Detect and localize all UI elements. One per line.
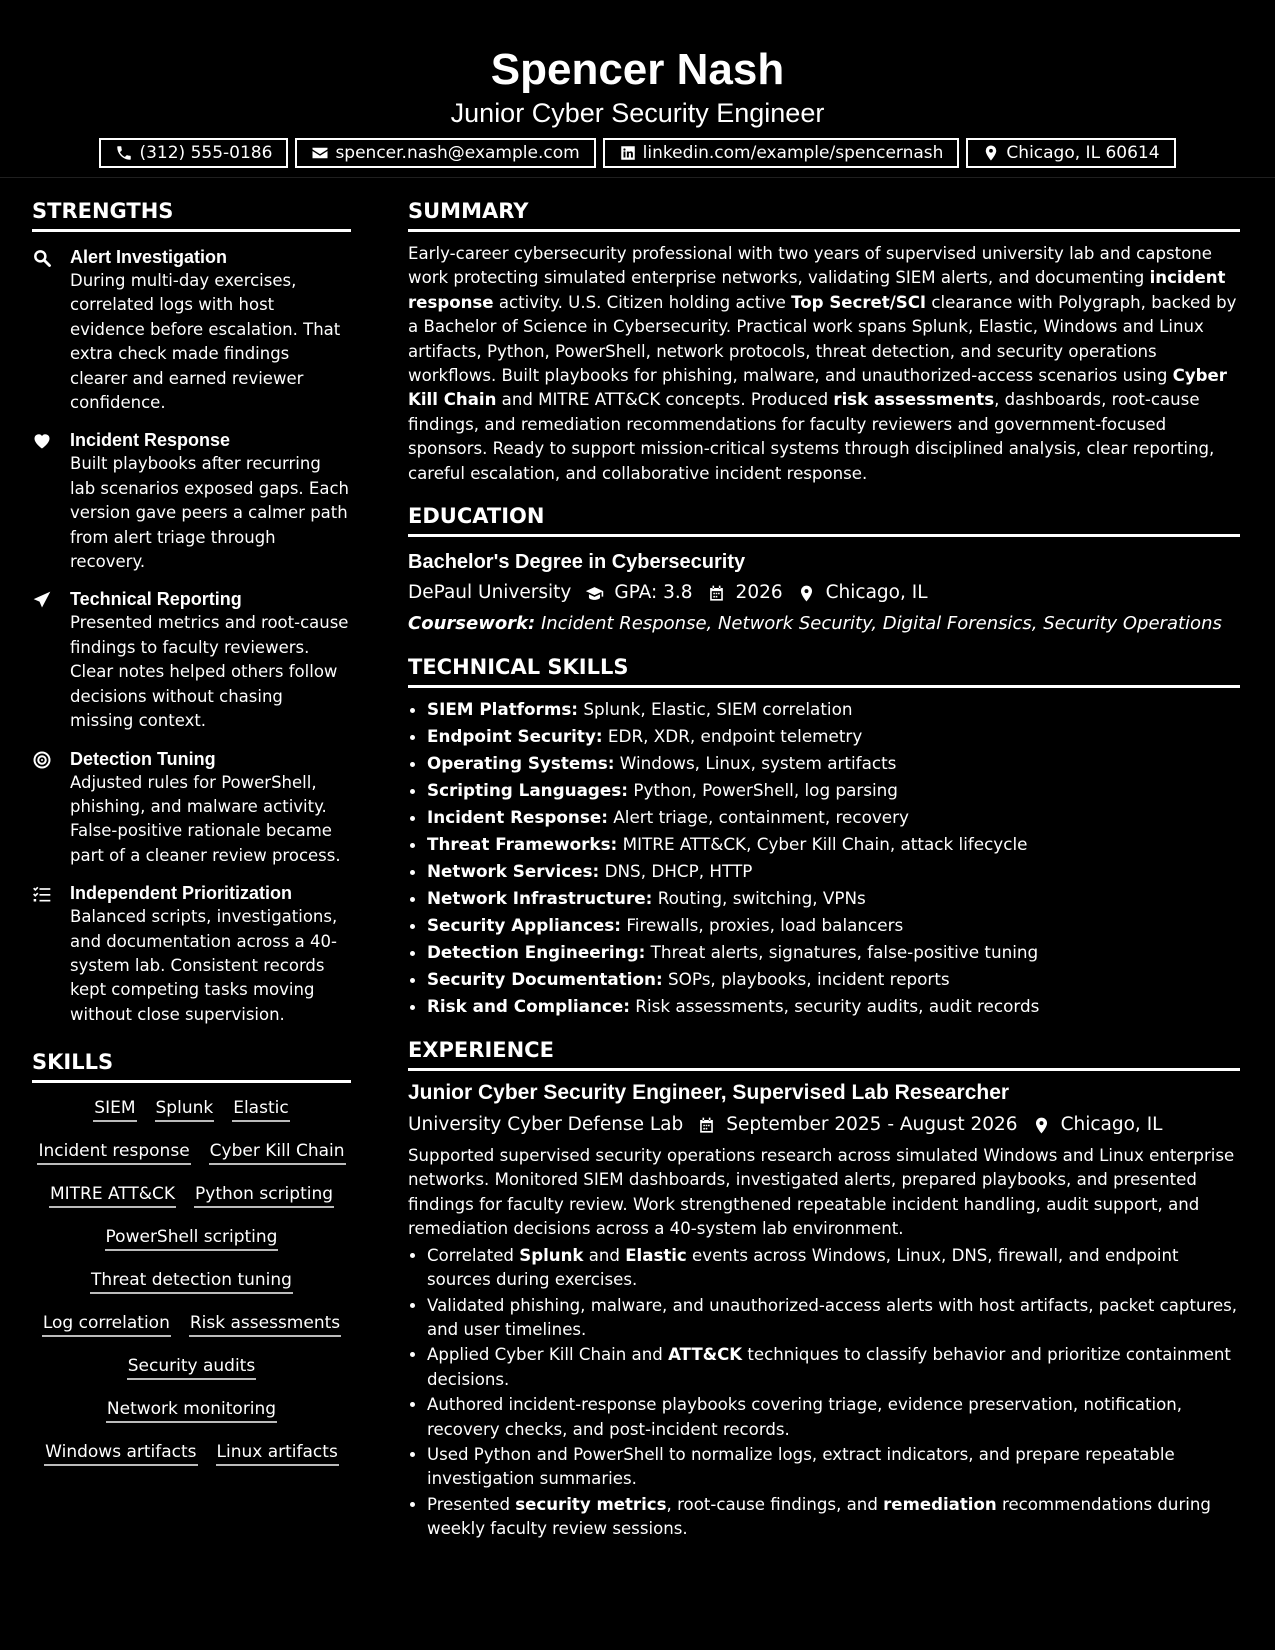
heart-icon (32, 431, 52, 451)
skill-category: Network Services: (427, 861, 600, 882)
emphasis-text: Elastic (625, 1245, 687, 1265)
technical-skill-item (427, 993, 1240, 1020)
strength-item (32, 587, 351, 733)
technical-skill-item (427, 723, 1240, 750)
contact-location-text: Chicago, IL 60614 (1006, 143, 1160, 163)
job-dates: September 2025 - August 2026 (726, 1114, 1018, 1136)
skill-category: Threat Frameworks: (427, 834, 618, 855)
experience-heading: EXPERIENCE (408, 1037, 1240, 1071)
skill-tag: Elastic (232, 1097, 289, 1122)
skill-tag: Linux artifacts (216, 1441, 339, 1466)
technical-skill-item (427, 885, 1240, 912)
skill-values: Windows, Linux, system artifacts (614, 753, 897, 774)
experience-bullet (427, 1493, 1240, 1542)
paper-plane-icon (32, 590, 52, 610)
text-run: Authored incident-response playbooks covering triage, evidence preservation, notification, recovery checks, and post-incident records. (427, 1395, 1183, 1439)
emphasis-text: risk assessments (833, 390, 995, 410)
text-run: activity. U.S. Citizen holding active (493, 292, 792, 312)
job-title: Junior Cyber Security Engineer, Supervised Lab Researcher (408, 1081, 1010, 1105)
technical-skill-item (427, 831, 1240, 858)
technical-skill-item (427, 912, 1240, 939)
technical-skill-item (427, 804, 1240, 831)
contact-email-text: spencer.nash@example.com (335, 143, 580, 163)
left-column (32, 198, 351, 1484)
experience-bullet (427, 1443, 1240, 1492)
phone-icon (115, 144, 133, 162)
experience-bullet (427, 1393, 1240, 1442)
emphasis-text: Top Secret/SCI (791, 292, 927, 312)
skill-values: Python, PowerShell, log parsing (628, 780, 898, 801)
degree-title: Bachelor's Degree in Cybersecurity (408, 551, 746, 574)
strength-title: Incident Response (70, 430, 231, 451)
graduation-cap-icon (585, 584, 604, 603)
strengths-heading: STRENGTHS (32, 198, 351, 232)
experience-bullet (427, 1343, 1240, 1392)
skill-values: EDR, XDR, endpoint telemetry (602, 726, 863, 747)
text-run: Used Python and PowerShell to normalize logs, extract indicators, and prepare repeatable investigation summaries. (427, 1444, 1175, 1489)
skill-category: Risk and Compliance: (427, 996, 630, 1017)
skill-tag: PowerShell scripting (105, 1226, 279, 1251)
technical-skill-item (427, 777, 1240, 804)
skill-row (90, 1269, 293, 1294)
experience-bullets (408, 1244, 1240, 1542)
skill-tag: Risk assessments (189, 1312, 341, 1337)
linkedin-icon (619, 144, 637, 162)
education-heading: EDUCATION (408, 503, 1240, 537)
skill-tag: Splunk (155, 1097, 215, 1122)
skill-values: Splunk, Elastic, SIEM correlation (578, 699, 853, 720)
text-run: and MITRE ATT&CK concepts. Produced (496, 390, 834, 410)
skill-row (106, 1398, 277, 1423)
emphasis-text: remediation (883, 1494, 997, 1514)
strength-text: Presented metrics and root-cause findings to faculty reviewers. Clear notes helped others follow decisions without chasing missing context. (70, 613, 349, 731)
candidate-title: Junior Cyber Security Engineer (450, 98, 825, 128)
emphasis-text: security metrics (515, 1494, 667, 1514)
education-meta (408, 580, 1240, 606)
skill-tag: Log correlation (42, 1312, 171, 1337)
emphasis-text: Cyber Kill Chain (408, 366, 1227, 410)
strength-item (32, 881, 351, 1027)
strength-title: Detection Tuning (70, 748, 216, 769)
skill-category: Endpoint Security: (427, 726, 603, 747)
strength-title: Technical Reporting (70, 589, 242, 610)
job-description: Supported supervised security operations research across simulated Windows and Linux enterprise networks. Monitored SIEM dashboards, investigated alerts, prepared playbooks, and presented findings for faculty review. Work strengthened repeatable incident handling, audit support, and remediation decisions across a 40-system lab environment. (408, 1146, 1235, 1239)
technical-skill-item (427, 858, 1240, 885)
skill-tag: SIEM (93, 1097, 136, 1122)
emphasis-text: ATT&CK (668, 1345, 743, 1365)
contact-linkedin[interactable] (603, 138, 960, 168)
skill-values: Routing, switching, VPNs (652, 888, 866, 909)
resume-header (0, 0, 1275, 178)
right-column (408, 198, 1240, 1543)
text-run: techniques to classify behavior and prioritize containment decisions. (427, 1345, 1231, 1389)
text-run: , root-cause findings, and (666, 1494, 884, 1514)
skill-category: Incident Response: (427, 807, 608, 828)
emphasis-text: incident response (408, 268, 1226, 312)
skill-category: Network Infrastructure: (427, 888, 653, 909)
gpa: GPA: 3.8 (614, 582, 693, 604)
technical-skill-item (427, 939, 1240, 966)
strength-item (32, 245, 351, 415)
skill-values: Risk assessments, security audits, audit records (629, 996, 1040, 1017)
skill-tag: Security audits (127, 1355, 256, 1380)
skill-row (127, 1355, 256, 1380)
technical-skills-heading: TECHNICAL SKILLS (408, 654, 1240, 688)
text-run: Applied Cyber Kill Chain and (427, 1345, 669, 1365)
text-run: Presented (427, 1494, 516, 1514)
text-run: recommendations during weekly faculty review sessions. (427, 1494, 1211, 1539)
skill-values: Firewalls, proxies, load balancers (621, 915, 904, 936)
organization: University Cyber Defense Lab (408, 1114, 684, 1136)
technical-skill-item (427, 696, 1240, 723)
text-run: and (583, 1245, 626, 1265)
skill-tag: Threat detection tuning (90, 1269, 293, 1294)
strength-title: Alert Investigation (70, 247, 228, 267)
calendar-icon (707, 584, 726, 603)
skill-row (42, 1312, 341, 1337)
job-meta (408, 1112, 1240, 1138)
skill-row (105, 1226, 279, 1251)
candidate-name: Spencer Nash (490, 45, 785, 94)
education-location: Chicago, IL (825, 582, 928, 604)
skill-row (44, 1441, 339, 1466)
skill-tag: Cyber Kill Chain (209, 1140, 346, 1165)
skill-category: Security Documentation: (427, 969, 663, 990)
skill-row (49, 1183, 334, 1208)
map-pin-icon (1032, 1116, 1051, 1135)
strength-text: During multi-day exercises, correlated logs with host evidence before escalation. That extra check made findings clearer and earned reviewer confidence. (70, 271, 341, 413)
contact-location (966, 138, 1175, 168)
skill-tag: Network monitoring (106, 1398, 277, 1423)
experience-bullet (427, 1244, 1240, 1293)
skill-tag: Windows artifacts (44, 1441, 197, 1466)
text-run: Early-career cybersecurity professional with two years of supervised university lab and capstone work protecting simulated enterprise networks, validating SIEM alerts, and documenting (408, 244, 1213, 288)
skill-tag: MITRE ATT&CK (49, 1183, 176, 1208)
skill-category: Detection Engineering: (427, 942, 646, 963)
calendar-icon (697, 1116, 716, 1135)
contact-linkedin-text: linkedin.com/example/spencernash (642, 143, 944, 163)
summary-text (408, 242, 1240, 486)
text-run: , dashboards, root-cause findings, and remediation recommendations for faculty reviewers and government-focused sponsors. Ready to support mission-critical systems through disciplined analysis, clear reporting, careful escalation, and collaborative incident response. (408, 390, 1215, 483)
envelope-icon (311, 144, 329, 162)
target-icon (32, 750, 52, 770)
skill-values: SOPs, playbooks, incident reports (662, 969, 950, 990)
strength-item (32, 428, 351, 574)
strength-item (32, 747, 351, 869)
contact-email[interactable] (295, 138, 595, 168)
emphasis-text: Splunk (519, 1245, 584, 1265)
school-name: DePaul University (408, 582, 572, 604)
strength-text: Adjusted rules for PowerShell, phishing, and malware activity. False-positive rationale became part of a cleaner review process. (70, 772, 341, 865)
skill-values: DNS, DHCP, HTTP (599, 861, 753, 882)
coursework-label: Coursework: (408, 613, 536, 635)
skill-values: Threat alerts, signatures, false-positive tuning (645, 942, 1039, 963)
technical-skills-list (408, 696, 1240, 1020)
skill-values: MITRE ATT&CK, Cyber Kill Chain, attack lifecycle (617, 834, 1028, 855)
skill-row (37, 1140, 345, 1165)
experience-bullet (427, 1294, 1240, 1343)
skills-heading: SKILLS (32, 1049, 351, 1083)
skill-category: Security Appliances: (427, 915, 622, 936)
coursework-list: Incident Response, Network Security, Digital Forensics, Security Operations (540, 613, 1222, 635)
technical-skill-item (427, 966, 1240, 993)
skill-category: SIEM Platforms: (427, 699, 579, 720)
strength-text: Balanced scripts, investigations, and documentation across a 40-system lab. Consistent records kept competing tasks moving without close supervision. (70, 907, 338, 1024)
summary-heading: SUMMARY (408, 198, 1240, 232)
text-run: Validated phishing, malware, and unauthorized-access alerts with host artifacts, packet captures, and user timelines. (427, 1295, 1238, 1339)
text-run: Correlated (427, 1245, 520, 1265)
skills-tag-cloud (32, 1097, 351, 1484)
skill-category: Scripting Languages: (427, 780, 628, 801)
contact-bar (0, 138, 1275, 168)
text-run: events across Windows, Linux, DNS, firewall, and endpoint sources during exercises. (427, 1245, 1179, 1290)
skill-values: Alert triage, containment, recovery (607, 807, 909, 828)
skill-category: Operating Systems: (427, 753, 615, 774)
skill-row (93, 1097, 289, 1122)
strength-text: Built playbooks after recurring lab scenarios exposed gaps. Each version gave peers a calmer path from alert triage through recovery. (70, 454, 349, 572)
technical-skill-item (427, 750, 1240, 777)
coursework (408, 611, 1240, 637)
text-run: clearance with Polygraph, backed by a Bachelor of Science in Cybersecurity. Practical work spans Splunk, Elastic, Windows and Linux artifacts, Python, PowerShell, network protocols, threat detection, and security operations workflows. Built playbooks for phishing, malware, and unauthorized-access scenarios using (408, 292, 1237, 386)
strength-title: Independent Prioritization (70, 883, 293, 904)
skill-tag: Python scripting (194, 1183, 334, 1208)
job-location: Chicago, IL (1060, 1114, 1163, 1136)
skill-tag: Incident response (37, 1140, 190, 1165)
contact-phone[interactable] (99, 138, 288, 168)
map-pin-icon (982, 144, 1000, 162)
search-icon (32, 248, 52, 268)
contact-phone-text: (312) 555-0186 (139, 143, 273, 163)
map-pin-icon (797, 584, 816, 603)
graduation-year: 2026 (735, 582, 783, 604)
checklist-icon (32, 884, 52, 904)
